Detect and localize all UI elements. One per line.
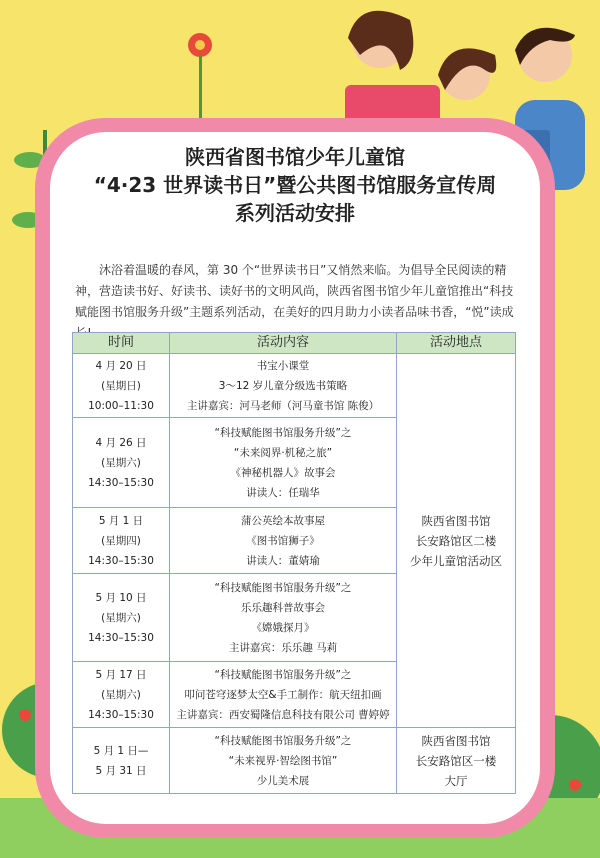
time-line: (星期六) [101, 688, 141, 701]
time-line: 14:30–15:30 [88, 631, 154, 644]
content-panel [50, 132, 540, 824]
row-time [73, 728, 170, 794]
flower-icon [180, 25, 220, 125]
row-time [73, 662, 170, 728]
row-content [170, 728, 397, 794]
time-line: 5 月 1 日 [98, 514, 144, 527]
content-line: 乐乐趣科普故事会 [241, 601, 325, 614]
row-content [170, 418, 397, 508]
place-line: 长安路馆区一楼 [415, 753, 497, 768]
content-line: “科技赋能图书馆服务升级”之 [214, 734, 352, 747]
time-line: (星期四) [101, 534, 141, 547]
time-line: 14:30–15:30 [88, 554, 154, 567]
content-line: 3～12 岁儿童分级选书策略 [218, 379, 348, 392]
time-line: (星期日) [101, 379, 141, 392]
content-line: 主讲嘉宾：河马老师（河马童书馆 陈俊） [186, 399, 380, 412]
place-line: 大厅 [444, 773, 468, 788]
time-line: 5 月 17 日 [95, 668, 147, 681]
row-time [73, 508, 170, 574]
content-line: 书宝小课堂 [256, 359, 310, 372]
header-time: 时间 [73, 333, 170, 354]
content-line: 叩问苍穹逐梦太空&手工制作：航天纽扣画 [184, 688, 382, 701]
content-line: 主讲嘉宾：西安蜀隆信息科技有限公司 曹婷婷 [176, 708, 390, 721]
time-line: 5 月 10 日 [95, 591, 147, 604]
place-main [397, 354, 516, 728]
content-line: “未来阅界·机秘之旅” [233, 446, 333, 459]
place-line: 少年儿童馆活动区 [410, 553, 502, 568]
content-line: 讲读人：董婧瑜 [246, 554, 320, 567]
title-line-2: “4·23 世界读书日”暨公共图书馆服务宣传周 [93, 173, 497, 197]
time-line: 4 月 26 日 [95, 436, 147, 449]
row-content [170, 662, 397, 728]
content-line: 《图书馆狮子》 [246, 534, 320, 547]
content-line: 讲读人：任瑞华 [246, 486, 320, 499]
table-row [73, 728, 516, 794]
schedule-table [72, 332, 516, 794]
content-line: 《嫦娥探月》 [251, 621, 315, 634]
place-last [397, 728, 516, 794]
table-header-row [73, 333, 516, 354]
place-line: 陕西省图书馆 [421, 513, 491, 528]
content-line: 少儿美术展 [256, 774, 310, 787]
row-time [73, 418, 170, 508]
time-line: 4 月 20 日 [95, 359, 147, 372]
row-content [170, 354, 397, 418]
content-line: 《神秘机器人》故事会 [230, 466, 336, 479]
row-content [170, 574, 397, 662]
time-line: (星期六) [101, 456, 141, 469]
row-time [73, 574, 170, 662]
title-line-3: 系列活动安排 [235, 201, 355, 225]
header-content: 活动内容 [170, 333, 397, 354]
time-line: 5 月 31 日 [95, 764, 147, 777]
content-line: “科技赋能图书馆服务升级”之 [214, 426, 352, 439]
header-place: 活动地点 [397, 333, 516, 354]
time-line: (星期六) [101, 611, 141, 624]
row-time [73, 354, 170, 418]
time-line: 10:00–11:30 [88, 399, 154, 412]
time-line: 14:30–15:30 [88, 476, 154, 489]
title-line-1: 陕西省图书馆少年儿童馆 [185, 145, 405, 169]
content-line: 蒲公英绘本故事屋 [241, 514, 325, 527]
place-line: 陕西省图书馆 [421, 733, 491, 748]
time-line: 5 月 1 日— [93, 744, 149, 757]
intro-paragraph: 沐浴着温暖的春风，第 30 个“世界读书日”又悄然来临。为倡导全民阅读的精神，营造读书好、好读书、读好书的文明风尚，陕西省图书馆少年儿童馆推出“科技赋能图书馆服务升级”主题系列活动，在美好的四月助力小读者品味书香，“悦”读成 [75, 263, 514, 319]
row-content [170, 508, 397, 574]
content-line: 主讲嘉宾：乐乐趣 马莉 [228, 641, 338, 654]
time-line: 14:30–15:30 [88, 708, 154, 721]
table-row [73, 354, 516, 418]
content-line: “科技赋能图书馆服务升级”之 [214, 581, 352, 594]
place-line: 长安路馆区二楼 [415, 533, 497, 548]
content-line: “科技赋能图书馆服务升级”之 [214, 668, 352, 681]
content-line: “未来视界·智绘图书馆” [228, 754, 338, 767]
